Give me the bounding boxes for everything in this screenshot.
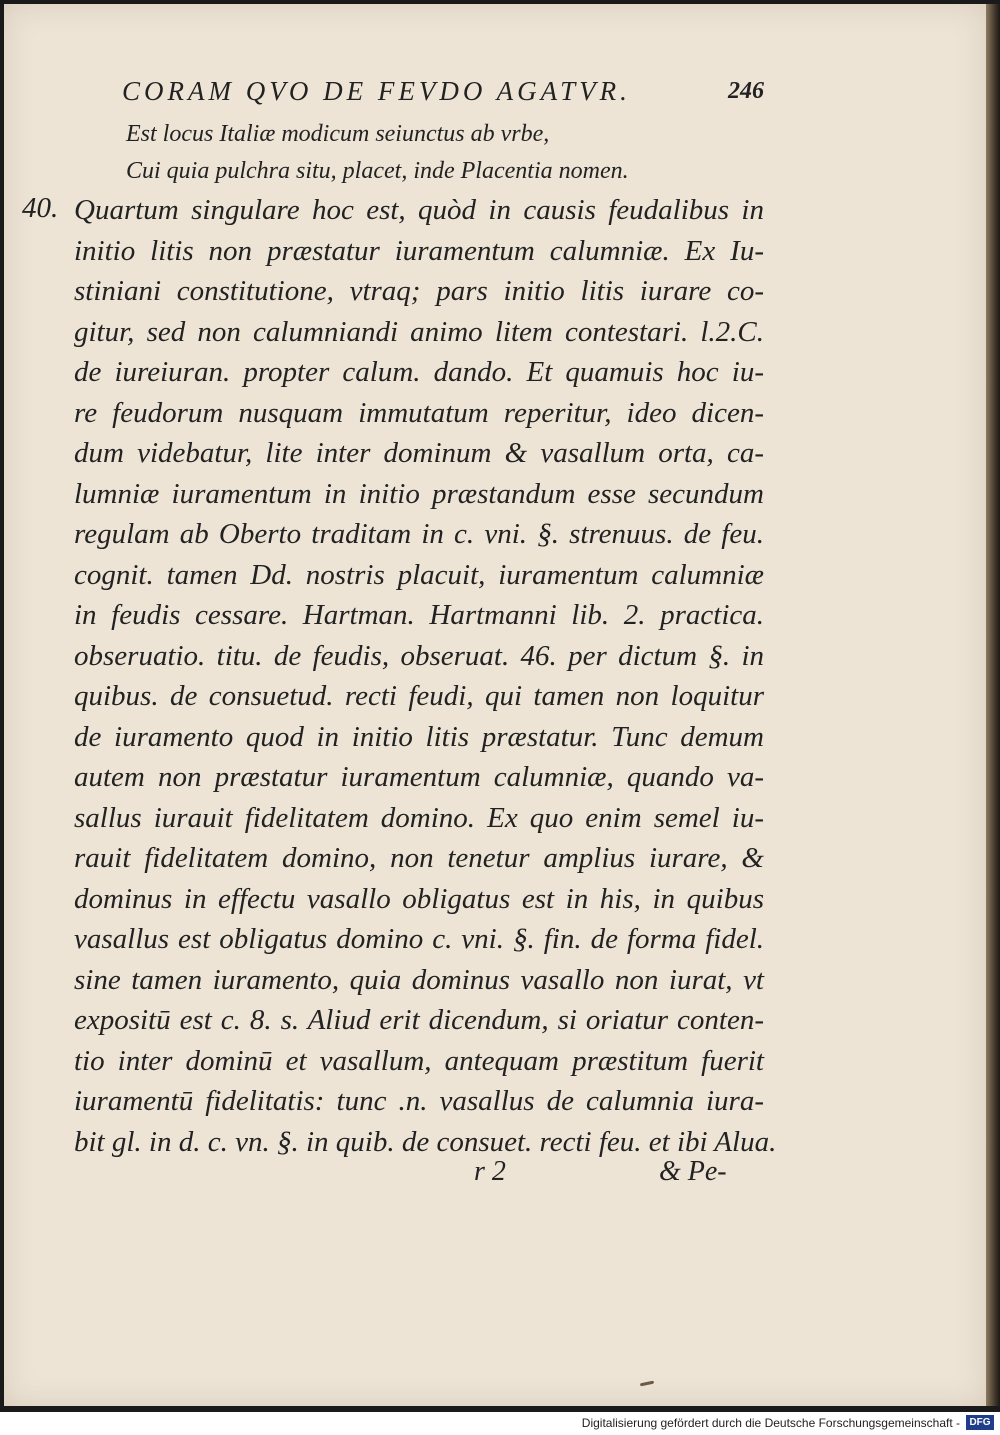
text-line: iuramentū fidelitatis: tunc .n. vasallus de calumnia iura- [74, 1085, 764, 1117]
text-line: Quartum singulare hoc est, quòd in causis feudalibus in [74, 194, 764, 226]
body-text [74, 190, 777, 1162]
text-line: vasallus est obligatus domino c. vni. §. fin. de forma fidel. [74, 923, 764, 955]
text-line: lumniæ iuramentum in initio præstandum esse secundum [74, 477, 764, 510]
text-line: rauit fidelitatem domino, non tenetur amplius iurare, & [74, 842, 764, 874]
text-line: gitur, sed non calumniandi animo litem contestari. l.2.C. [74, 315, 764, 348]
text-line: bit gl. in d. c. vn. §. in quib. de consuet. recti feu. et ibi Alua. [74, 1125, 777, 1158]
book-page [4, 4, 986, 1406]
credit-text: Digitalisierung gefördert durch die Deutsche Forschungsgemeinschaft - [581, 1416, 960, 1430]
text-line: initio litis non præstatur iuramentum calumniæ. Ex Iu- [74, 234, 764, 267]
text-line: tio inter dominū et vasallum, antequam præstitum fuerit [74, 1044, 764, 1077]
text-line: regulam ab Oberto traditam in c. vni. §. strenuus. de feu. [74, 518, 764, 550]
text-line: stiniani constitutione, vtraq; pars initio litis iurare co- [74, 275, 764, 307]
text-line: autem non præstatur iuramentum calumniæ, quando va- [74, 761, 764, 793]
text-line: de iuramento quod in initio litis præstatur. Tunc demum [74, 720, 764, 753]
page-edge-shadow [986, 4, 1000, 1406]
text-line: dominus in effectu vasallo obligatus est in his, in quibus [74, 882, 764, 915]
text-line: in feudis cessare. Hartman. Hartmanni lib. 2. practica. [74, 599, 764, 631]
dfg-logo-icon[interactable]: DFG [966, 1415, 994, 1430]
paragraph-number: 40. [22, 192, 59, 224]
ink-spot [640, 1381, 654, 1387]
text-line: quibus. de consuetud. recti feudi, qui tamen non loquitur [74, 680, 764, 712]
text-line: re feudorum nusquam immutatum reperitur, ideo dicen- [74, 396, 764, 429]
verse-quote [126, 116, 766, 190]
text-line: expositū est c. 8. s. Aliud erit dicendum, si oriatur conten- [74, 1004, 764, 1036]
text-line: cognit. tamen Dd. nostris placuit, iuramentum calumniæ [74, 558, 764, 591]
text-line: sine tamen iuramento, quia dominus vasallo non iurat, vt [74, 963, 764, 996]
text-line: dum videbatur, lite inter dominum & vasallum orta, ca- [74, 437, 764, 469]
credit-bar [0, 1412, 1000, 1435]
page-number: 246 [728, 78, 764, 104]
running-header [122, 72, 772, 116]
verse-line: Est locus Italiæ modicum seiunctus ab vrbe, [126, 121, 550, 147]
signature-mark: r 2 [474, 1156, 506, 1187]
header-title: CORAM QVO DE FEVDO AGATVR. [122, 76, 631, 106]
catchword: & Pe- [659, 1156, 727, 1187]
text-line: de iureiuran. propter calum. dando. Et quamuis hoc iu- [74, 356, 764, 388]
text-line: sallus iurauit fidelitatem domino. Ex quo enim semel iu- [74, 801, 764, 834]
verse-line: Cui quia pulchra situ, placet, inde Placentia nomen. [126, 158, 629, 184]
text-line: obseruatio. titu. de feudis, obseruat. 46. per dictum §. in [74, 639, 764, 672]
